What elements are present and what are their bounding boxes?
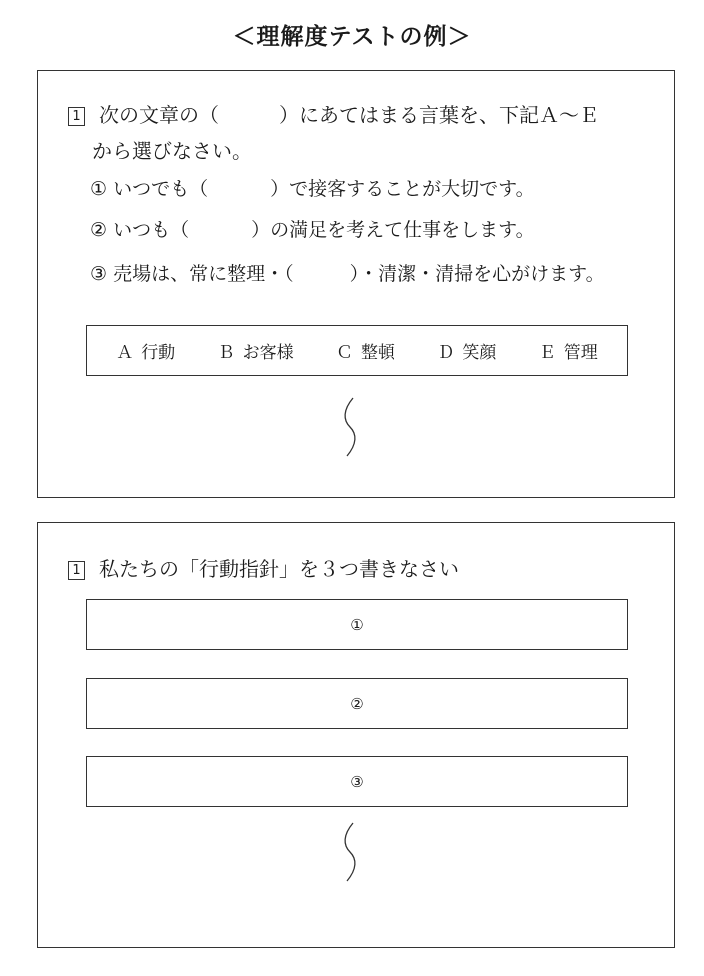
choice-text: 整頓 [360, 343, 395, 363]
question-item-1 [90, 174, 535, 201]
question-number-box: 1 [68, 107, 85, 126]
question-item-2 [90, 215, 535, 242]
item-marker: ② [90, 219, 108, 241]
choice-letter: Ｃ [335, 343, 353, 363]
page-title: ＜理解度テストの例＞ [232, 24, 472, 50]
choice-text: 行動 [141, 343, 176, 363]
item-text-after: ）で接客することが大切です。 [270, 178, 535, 200]
choice-letter: Ｂ [217, 343, 235, 363]
continuation-squiggle-icon [341, 821, 361, 883]
answer-box-label: ① [350, 615, 364, 634]
question-number-box: 1 [68, 561, 85, 580]
choice-text: 管理 [563, 343, 598, 363]
question-item-3 [90, 259, 605, 286]
instruction-line-1: 次の文章の（ ）にあてはまる言葉を、下記Ａ～Ｅ [99, 103, 599, 127]
answer-box-label: ③ [350, 772, 364, 791]
answer-box-1[interactable] [86, 599, 628, 650]
choice-d [437, 338, 496, 363]
choice-letter: Ａ [116, 343, 134, 363]
choice-text: 笑顔 [462, 343, 497, 363]
instruction-line-2: から選びなさい。 [92, 139, 252, 163]
question-1-instruction [68, 99, 599, 128]
item-marker: ③ [90, 263, 108, 285]
choice-text: お客様 [242, 343, 294, 363]
item-text-after: ）・清潔・清掃を心がけます。 [349, 263, 605, 285]
choice-c [336, 338, 395, 363]
item-marker: ① [90, 178, 108, 200]
question-panel-fill-in [37, 70, 675, 498]
question-2-instruction [68, 553, 459, 582]
continuation-squiggle-icon [341, 396, 361, 458]
choice-e [539, 338, 598, 363]
item-text-before: いつも（ [113, 219, 190, 241]
item-text-before: いつでも（ [113, 178, 209, 200]
answer-box-2[interactable] [86, 678, 628, 729]
answer-box-label: ② [350, 694, 364, 713]
choice-b [218, 338, 294, 363]
choices-box [86, 325, 628, 376]
question-panel-write-in [37, 522, 675, 948]
item-text-before: 売場は、常に整理・（ [113, 263, 294, 285]
choice-letter: Ｅ [538, 343, 556, 363]
choice-letter: Ｄ [437, 343, 455, 363]
answer-box-3[interactable] [86, 756, 628, 807]
choice-a [116, 338, 175, 363]
item-text-after: ）の満足を考えて仕事をします。 [251, 219, 535, 241]
instruction-text: 私たちの「行動指針」を３つ書きなさい [99, 557, 459, 581]
